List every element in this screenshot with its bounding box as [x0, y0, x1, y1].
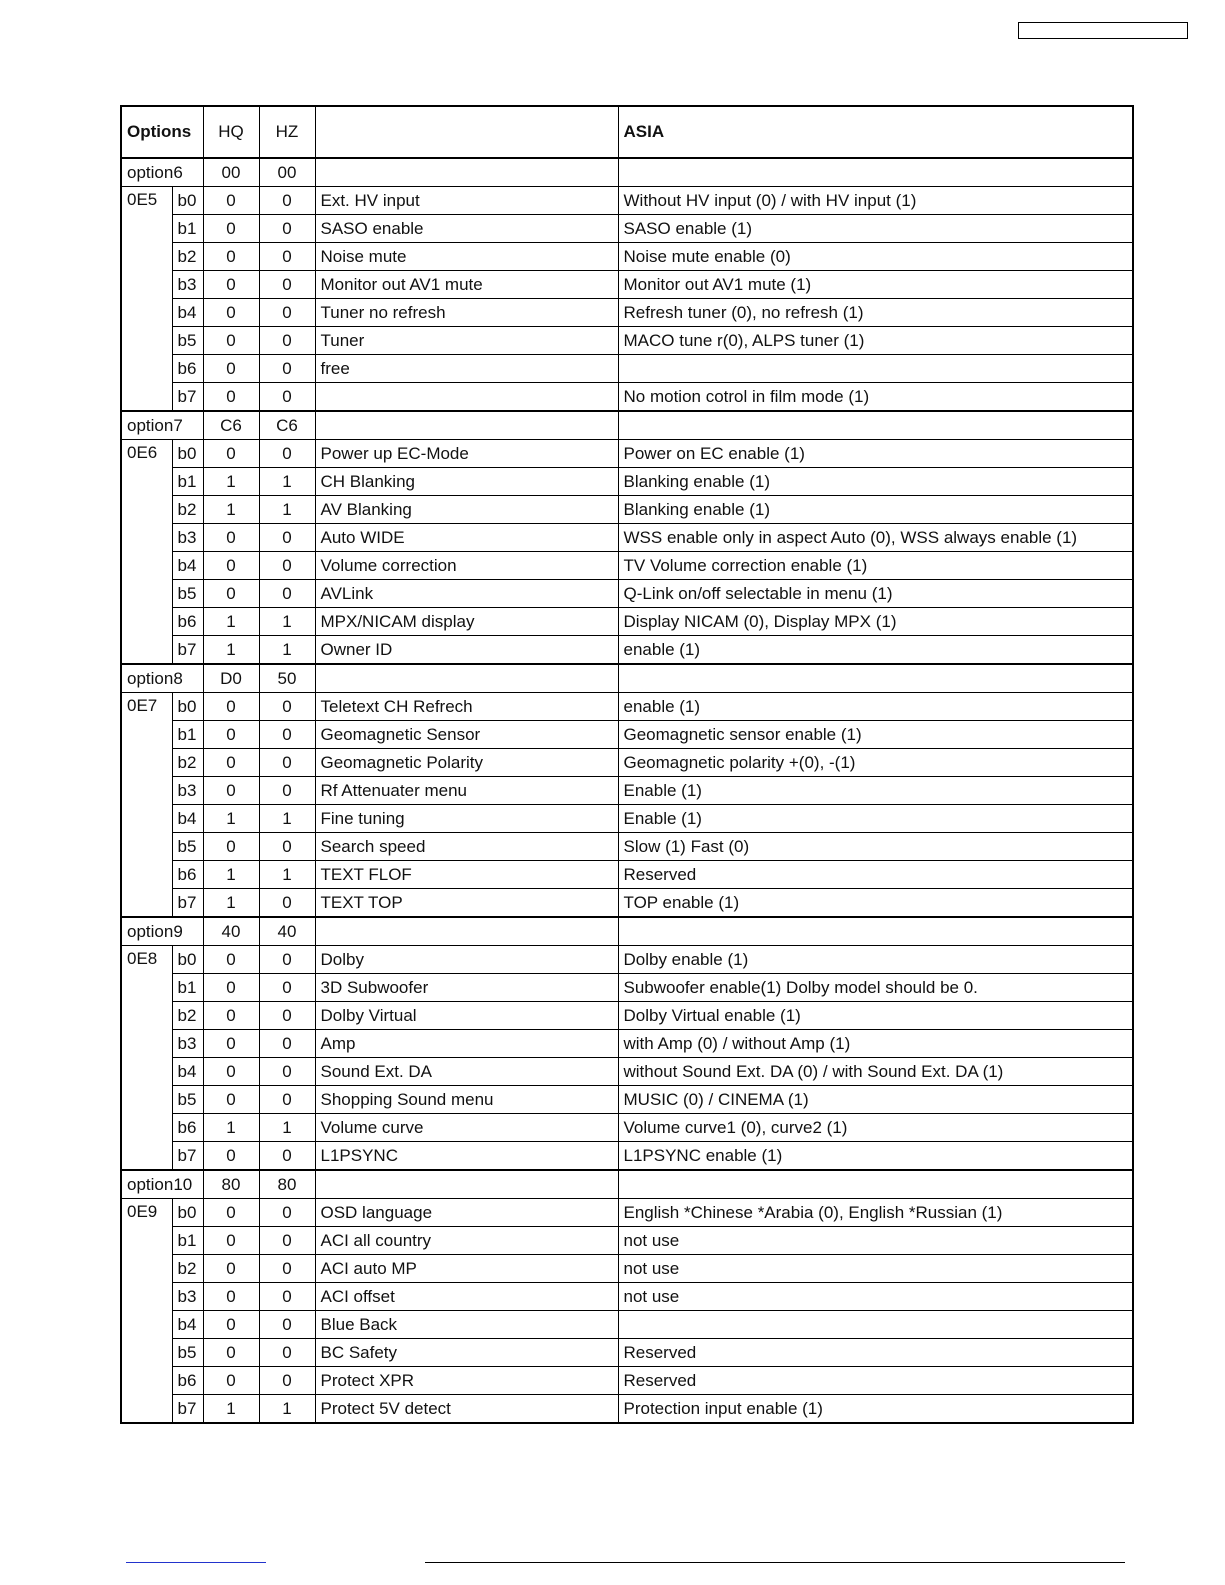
- bit-asia: Enable (1): [618, 777, 1133, 805]
- bit-label: b1: [172, 215, 203, 243]
- bit-asia: TOP enable (1): [618, 889, 1133, 918]
- bit-hz: 0: [259, 271, 315, 299]
- bit-label: b5: [172, 833, 203, 861]
- bit-name: Owner ID: [315, 636, 618, 665]
- bit-label: b3: [172, 1030, 203, 1058]
- bit-label: b7: [172, 636, 203, 665]
- bit-hq: 0: [203, 1311, 259, 1339]
- bit-asia: Slow (1) Fast (0): [618, 833, 1133, 861]
- bit-name: [315, 383, 618, 412]
- bit-row: [121, 833, 1133, 861]
- option-hz: 50: [259, 664, 315, 693]
- bit-row: [121, 861, 1133, 889]
- bit-hz: 0: [259, 1199, 315, 1227]
- bit-name: Fine tuning: [315, 805, 618, 833]
- bit-name: Power up EC-Mode: [315, 440, 618, 468]
- bit-hq: 1: [203, 1114, 259, 1142]
- bit-hq: 0: [203, 1030, 259, 1058]
- bit-hq: 0: [203, 721, 259, 749]
- bit-label: b2: [172, 1002, 203, 1030]
- bit-row: [121, 608, 1133, 636]
- bit-name: Rf Attenuater menu: [315, 777, 618, 805]
- bit-hq: 0: [203, 580, 259, 608]
- bit-asia: Power on EC enable (1): [618, 440, 1133, 468]
- bit-hq: 0: [203, 215, 259, 243]
- bit-row: [121, 327, 1133, 355]
- bit-hz: 0: [259, 749, 315, 777]
- bit-asia: Dolby Virtual enable (1): [618, 1002, 1133, 1030]
- bit-row: [121, 1395, 1133, 1424]
- bit-hq: 0: [203, 1199, 259, 1227]
- bit-label: b4: [172, 299, 203, 327]
- bit-name: Teletext CH Refrech: [315, 693, 618, 721]
- option-row: [121, 158, 1133, 187]
- bit-hz: 0: [259, 1283, 315, 1311]
- bit-asia: not use: [618, 1255, 1133, 1283]
- bit-name: Sound Ext. DA: [315, 1058, 618, 1086]
- bit-name: Noise mute: [315, 243, 618, 271]
- bit-name: Monitor out AV1 mute: [315, 271, 618, 299]
- bit-hz: 1: [259, 1395, 315, 1424]
- bit-row: [121, 636, 1133, 665]
- bit-hz: 0: [259, 1058, 315, 1086]
- bit-hz: 0: [259, 1311, 315, 1339]
- bit-name: Dolby: [315, 946, 618, 974]
- bit-label: b2: [172, 243, 203, 271]
- bit-label: b5: [172, 1086, 203, 1114]
- col-header-options: Options: [121, 106, 203, 158]
- bit-name: Shopping Sound menu: [315, 1086, 618, 1114]
- register-address: 0E6: [121, 440, 172, 665]
- bit-hz: 0: [259, 215, 315, 243]
- bit-asia: [618, 355, 1133, 383]
- bit-hz: 0: [259, 383, 315, 412]
- option-hq: 00: [203, 158, 259, 187]
- bit-hz: 0: [259, 187, 315, 215]
- register-address: 0E7: [121, 693, 172, 918]
- option-row: [121, 1170, 1133, 1199]
- option-hz: 40: [259, 917, 315, 946]
- bit-label: b0: [172, 1199, 203, 1227]
- bit-row: [121, 580, 1133, 608]
- bit-asia: MACO tune r(0), ALPS tuner (1): [618, 327, 1133, 355]
- bit-label: b5: [172, 327, 203, 355]
- bit-asia: Display NICAM (0), Display MPX (1): [618, 608, 1133, 636]
- bit-hq: 1: [203, 861, 259, 889]
- option-asia-empty: [618, 1170, 1133, 1199]
- bit-hz: 0: [259, 889, 315, 918]
- bit-hq: 0: [203, 693, 259, 721]
- option-asia-empty: [618, 158, 1133, 187]
- bit-hz: 0: [259, 1030, 315, 1058]
- bit-hz: 0: [259, 777, 315, 805]
- option-name-empty: [315, 664, 618, 693]
- header-box: [1018, 22, 1188, 39]
- bit-row: [121, 299, 1133, 327]
- bit-row: [121, 1339, 1133, 1367]
- option-hq: C6: [203, 411, 259, 440]
- bit-name: ACI all country: [315, 1227, 618, 1255]
- option-name-empty: [315, 411, 618, 440]
- bit-asia: with Amp (0) / without Amp (1): [618, 1030, 1133, 1058]
- bit-label: b6: [172, 1367, 203, 1395]
- bit-asia: Refresh tuner (0), no refresh (1): [618, 299, 1133, 327]
- bit-name: Protect XPR: [315, 1367, 618, 1395]
- bit-row: [121, 946, 1133, 974]
- bit-label: b1: [172, 721, 203, 749]
- bit-asia: SASO enable (1): [618, 215, 1133, 243]
- bit-hq: 1: [203, 889, 259, 918]
- bit-hz: 1: [259, 496, 315, 524]
- bit-row: [121, 187, 1133, 215]
- bit-label: b4: [172, 1058, 203, 1086]
- bit-label: b3: [172, 524, 203, 552]
- bit-hq: 1: [203, 496, 259, 524]
- bit-label: b6: [172, 608, 203, 636]
- bit-hq: 0: [203, 187, 259, 215]
- bit-row: [121, 552, 1133, 580]
- option-hz: C6: [259, 411, 315, 440]
- bit-hz: 1: [259, 608, 315, 636]
- option-hz: 80: [259, 1170, 315, 1199]
- bit-label: b7: [172, 383, 203, 412]
- bit-asia: Q-Link on/off selectable in menu (1): [618, 580, 1133, 608]
- bit-asia: Without HV input (0) / with HV input (1): [618, 187, 1133, 215]
- option-name-empty: [315, 158, 618, 187]
- bit-asia: MUSIC (0) / CINEMA (1): [618, 1086, 1133, 1114]
- bit-label: b6: [172, 1114, 203, 1142]
- bit-hz: 0: [259, 946, 315, 974]
- bit-name: Volume correction: [315, 552, 618, 580]
- bit-hq: 0: [203, 1058, 259, 1086]
- bit-hz: 0: [259, 974, 315, 1002]
- bit-asia: Monitor out AV1 mute (1): [618, 271, 1133, 299]
- bit-label: b2: [172, 1255, 203, 1283]
- bit-name: Protect 5V detect: [315, 1395, 618, 1424]
- col-header-hq: HQ: [203, 106, 259, 158]
- bit-hz: 0: [259, 1227, 315, 1255]
- bit-row: [121, 777, 1133, 805]
- bit-row: [121, 1311, 1133, 1339]
- bit-name: AVLink: [315, 580, 618, 608]
- bit-name: L1PSYNC: [315, 1142, 618, 1171]
- bit-label: b4: [172, 1311, 203, 1339]
- bit-asia: enable (1): [618, 693, 1133, 721]
- bit-hq: 0: [203, 946, 259, 974]
- bit-name: Geomagnetic Sensor: [315, 721, 618, 749]
- bit-label: b3: [172, 777, 203, 805]
- bit-hz: 0: [259, 327, 315, 355]
- bit-hz: 1: [259, 805, 315, 833]
- bit-hz: 1: [259, 1114, 315, 1142]
- bit-hz: 0: [259, 552, 315, 580]
- bit-row: [121, 1002, 1133, 1030]
- bit-hz: 0: [259, 355, 315, 383]
- col-header-hz: HZ: [259, 106, 315, 158]
- bit-hq: 1: [203, 1395, 259, 1424]
- bit-asia: L1PSYNC enable (1): [618, 1142, 1133, 1171]
- bit-name: Tuner no refresh: [315, 299, 618, 327]
- bit-name: AV Blanking: [315, 496, 618, 524]
- bit-name: Blue Back: [315, 1311, 618, 1339]
- bit-hz: 1: [259, 636, 315, 665]
- register-address: 0E8: [121, 946, 172, 1171]
- bit-hq: 0: [203, 1283, 259, 1311]
- options-table: [120, 105, 1134, 1424]
- bit-label: b5: [172, 1339, 203, 1367]
- bit-asia: Blanking enable (1): [618, 496, 1133, 524]
- bit-label: b0: [172, 946, 203, 974]
- bit-hq: 0: [203, 299, 259, 327]
- bit-hq: 0: [203, 271, 259, 299]
- bit-label: b7: [172, 1142, 203, 1171]
- bit-name: BC Safety: [315, 1339, 618, 1367]
- bit-row: [121, 1058, 1133, 1086]
- bit-hq: 0: [203, 833, 259, 861]
- bit-name: TEXT TOP: [315, 889, 618, 918]
- bit-label: b0: [172, 187, 203, 215]
- bit-row: [121, 496, 1133, 524]
- bit-row: [121, 215, 1133, 243]
- bit-asia: enable (1): [618, 636, 1133, 665]
- bit-row: [121, 355, 1133, 383]
- bit-label: b7: [172, 1395, 203, 1424]
- bit-row: [121, 749, 1133, 777]
- bit-asia: WSS enable only in aspect Auto (0), WSS always enable (1): [618, 524, 1133, 552]
- bit-label: b0: [172, 440, 203, 468]
- bit-asia: TV Volume correction enable (1): [618, 552, 1133, 580]
- bit-asia: Volume curve1 (0), curve2 (1): [618, 1114, 1133, 1142]
- bit-label: b1: [172, 468, 203, 496]
- bit-row: [121, 1142, 1133, 1171]
- bit-row: [121, 243, 1133, 271]
- bit-name: OSD language: [315, 1199, 618, 1227]
- bit-name: ACI offset: [315, 1283, 618, 1311]
- bit-name: TEXT FLOF: [315, 861, 618, 889]
- bit-hq: 0: [203, 1339, 259, 1367]
- bit-name: Geomagnetic Polarity: [315, 749, 618, 777]
- bit-hz: 0: [259, 580, 315, 608]
- bit-asia: English *Chinese *Arabia (0), English *Russian (1): [618, 1199, 1133, 1227]
- footer-link-line: [126, 1562, 266, 1563]
- bit-asia: Blanking enable (1): [618, 468, 1133, 496]
- bit-asia: [618, 1311, 1133, 1339]
- bit-row: [121, 524, 1133, 552]
- bit-hq: 0: [203, 383, 259, 412]
- bit-hq: 0: [203, 1002, 259, 1030]
- option-row: [121, 664, 1133, 693]
- bit-asia: Protection input enable (1): [618, 1395, 1133, 1424]
- bit-hq: 0: [203, 777, 259, 805]
- bit-hq: 0: [203, 1227, 259, 1255]
- bit-hq: 0: [203, 355, 259, 383]
- bit-hz: 1: [259, 468, 315, 496]
- option-label: option10: [121, 1170, 203, 1199]
- bit-row: [121, 1114, 1133, 1142]
- bit-name: free: [315, 355, 618, 383]
- bit-hz: 0: [259, 1142, 315, 1171]
- bit-hz: 0: [259, 524, 315, 552]
- bit-asia: Noise mute enable (0): [618, 243, 1133, 271]
- option-row: [121, 917, 1133, 946]
- bit-row: [121, 1283, 1133, 1311]
- option-name-empty: [315, 1170, 618, 1199]
- bit-hz: 0: [259, 1086, 315, 1114]
- option-row: [121, 411, 1133, 440]
- bit-hq: 1: [203, 636, 259, 665]
- option-hq: 80: [203, 1170, 259, 1199]
- bit-row: [121, 805, 1133, 833]
- bit-hq: 0: [203, 749, 259, 777]
- bit-label: b4: [172, 805, 203, 833]
- bit-name: Auto WIDE: [315, 524, 618, 552]
- bit-label: b1: [172, 974, 203, 1002]
- bit-asia: No motion cotrol in film mode (1): [618, 383, 1133, 412]
- bit-row: [121, 1367, 1133, 1395]
- bit-hz: 0: [259, 693, 315, 721]
- option-label: option9: [121, 917, 203, 946]
- bit-row: [121, 271, 1133, 299]
- bit-asia: not use: [618, 1227, 1133, 1255]
- bit-asia: Reserved: [618, 1339, 1133, 1367]
- bit-name: Ext. HV input: [315, 187, 618, 215]
- option-asia-empty: [618, 917, 1133, 946]
- bit-hz: 1: [259, 861, 315, 889]
- bit-row: [121, 1199, 1133, 1227]
- bit-asia: Geomagnetic sensor enable (1): [618, 721, 1133, 749]
- bit-name: Tuner: [315, 327, 618, 355]
- bit-name: Dolby Virtual: [315, 1002, 618, 1030]
- bit-label: b1: [172, 1227, 203, 1255]
- bit-asia: Enable (1): [618, 805, 1133, 833]
- option-label: option8: [121, 664, 203, 693]
- bit-name: MPX/NICAM display: [315, 608, 618, 636]
- register-address: 0E9: [121, 1199, 172, 1424]
- bit-hq: 0: [203, 1367, 259, 1395]
- bit-row: [121, 1255, 1133, 1283]
- bit-hz: 0: [259, 1002, 315, 1030]
- bit-name: Volume curve: [315, 1114, 618, 1142]
- option-asia-empty: [618, 411, 1133, 440]
- col-header-name: [315, 106, 618, 158]
- option-label: option6: [121, 158, 203, 187]
- register-address: 0E5: [121, 187, 172, 412]
- bit-hq: 0: [203, 1255, 259, 1283]
- bit-label: b2: [172, 749, 203, 777]
- bit-hz: 0: [259, 1339, 315, 1367]
- header-row: [121, 106, 1133, 158]
- bit-label: b3: [172, 271, 203, 299]
- bit-row: [121, 383, 1133, 412]
- bit-name: Search speed: [315, 833, 618, 861]
- bit-row: [121, 721, 1133, 749]
- bit-hq: 0: [203, 1142, 259, 1171]
- bit-asia: without Sound Ext. DA (0) / with Sound Ext. DA (1): [618, 1058, 1133, 1086]
- bit-hz: 0: [259, 243, 315, 271]
- bit-label: b6: [172, 861, 203, 889]
- bit-row: [121, 468, 1133, 496]
- bit-hq: 0: [203, 524, 259, 552]
- col-header-asia: ASIA: [618, 106, 1133, 158]
- bit-label: b7: [172, 889, 203, 918]
- bit-hq: 0: [203, 974, 259, 1002]
- bit-asia: Reserved: [618, 861, 1133, 889]
- option-hq: 40: [203, 917, 259, 946]
- option-label: option7: [121, 411, 203, 440]
- bit-label: b6: [172, 355, 203, 383]
- bit-hq: 1: [203, 468, 259, 496]
- bit-label: b4: [172, 552, 203, 580]
- bit-asia: not use: [618, 1283, 1133, 1311]
- bit-asia: Reserved: [618, 1367, 1133, 1395]
- bit-hz: 0: [259, 721, 315, 749]
- bit-name: 3D Subwoofer: [315, 974, 618, 1002]
- option-hq: D0: [203, 664, 259, 693]
- bit-row: [121, 1086, 1133, 1114]
- bit-asia: Geomagnetic polarity +(0), -(1): [618, 749, 1133, 777]
- bit-label: b2: [172, 496, 203, 524]
- bit-name: Amp: [315, 1030, 618, 1058]
- bit-hz: 0: [259, 1255, 315, 1283]
- bit-name: CH Blanking: [315, 468, 618, 496]
- bit-label: b3: [172, 1283, 203, 1311]
- bit-hq: 0: [203, 1086, 259, 1114]
- bit-hq: 1: [203, 608, 259, 636]
- bit-asia: Subwoofer enable(1) Dolby model should be 0.: [618, 974, 1133, 1002]
- bit-hq: 1: [203, 805, 259, 833]
- bit-hz: 0: [259, 440, 315, 468]
- bit-row: [121, 1030, 1133, 1058]
- bit-hz: 0: [259, 833, 315, 861]
- bit-asia: Dolby enable (1): [618, 946, 1133, 974]
- bit-name: SASO enable: [315, 215, 618, 243]
- footer-rule: [425, 1562, 1125, 1563]
- option-name-empty: [315, 917, 618, 946]
- bit-hz: 0: [259, 1367, 315, 1395]
- option-hz: 00: [259, 158, 315, 187]
- bit-row: [121, 440, 1133, 468]
- bit-label: b0: [172, 693, 203, 721]
- bit-hq: 0: [203, 327, 259, 355]
- bit-hq: 0: [203, 552, 259, 580]
- bit-hq: 0: [203, 243, 259, 271]
- bit-row: [121, 974, 1133, 1002]
- bit-hz: 0: [259, 299, 315, 327]
- bit-hq: 0: [203, 440, 259, 468]
- bit-name: ACI auto MP: [315, 1255, 618, 1283]
- bit-label: b5: [172, 580, 203, 608]
- option-asia-empty: [618, 664, 1133, 693]
- bit-row: [121, 1227, 1133, 1255]
- bit-row: [121, 889, 1133, 918]
- bit-row: [121, 693, 1133, 721]
